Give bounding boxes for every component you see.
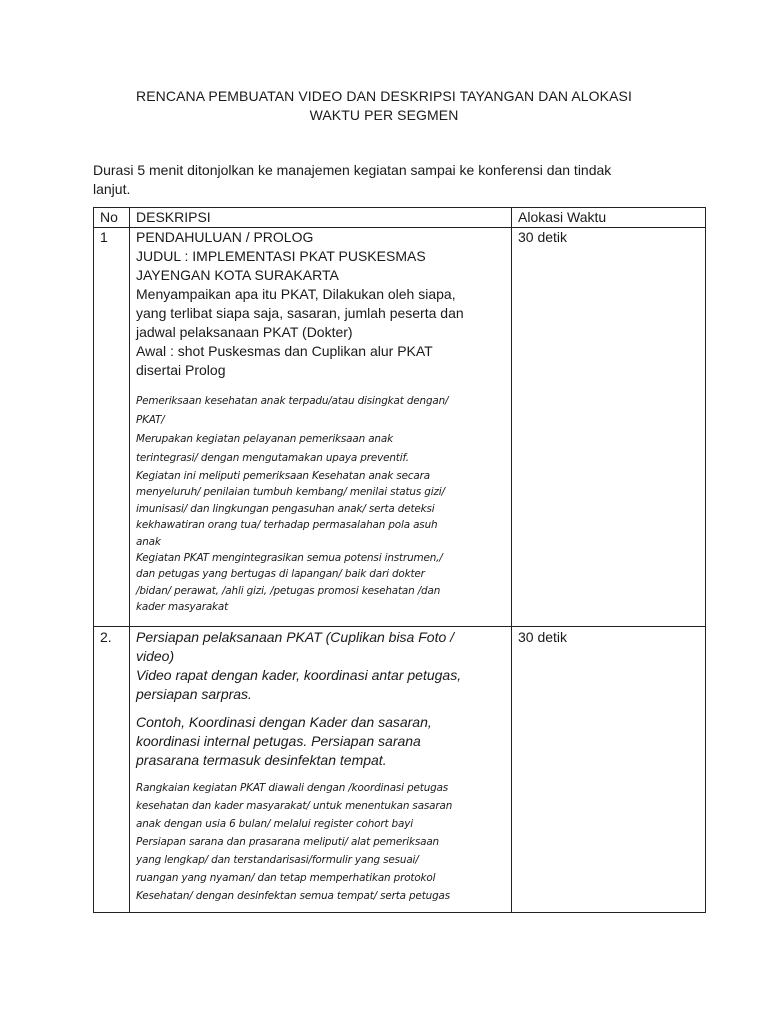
intro-paragraph [93, 161, 683, 199]
note-line: ruangan yang nyaman/ dan tetap memperhatikan protokol [136, 872, 436, 884]
title-line: RENCANA PEMBUATAN VIDEO DAN DESKRIPSI TAYANGAN DAN ALOKASI [136, 88, 632, 104]
note-line: menyeluruh/ penilaian tumbuh kembang/ menilai status gizi/ [136, 486, 445, 499]
intro-line: Durasi 5 menit ditonjolkan ke manajemen kegiatan sampai ke konferensi dan tindak [93, 162, 612, 178]
desc-line: koordinasi internal petugas. Persiapan sarana [136, 733, 421, 749]
segment-example-text [136, 713, 505, 770]
document-title [100, 87, 668, 125]
note-line: yang lengkap/ dan terstandarisasi/formulir yang sesuai/ [136, 854, 419, 866]
narration-note [136, 468, 505, 616]
note-line: Kegiatan ini meliputi pemeriksaan Kesehatan anak secara [136, 470, 430, 482]
desc-line: persiapan sarpras. [136, 686, 252, 702]
note-line: kader masyarakat [136, 601, 229, 614]
note-line: dan petugas yang bertugas di lapangan/ baik dari dokter [136, 568, 425, 581]
note-line: Kegiatan PKAT mengintegrasikan semua potensi instrumen,/ [136, 552, 443, 565]
note-line: Persiapan sarana dan prasarana meliputi/ alat pemeriksaan [136, 836, 439, 848]
desc-line: PENDAHULUAN / PROLOG [136, 229, 314, 245]
table-row [94, 627, 706, 913]
desc-line: Persiapan pelaksanaan PKAT (Cuplikan bisa Foto / [136, 629, 455, 645]
desc-line: Awal : shot Puskesmas dan Cuplikan alur PKAT [136, 343, 433, 359]
desc-line: prasarana termasuk desinfektan tempat. [136, 752, 387, 768]
desc-line: JAYENGAN KOTA SURAKARTA [136, 267, 339, 283]
row-time-allocation: 30 detik [512, 228, 706, 627]
header-time-allocation: Alokasi Waktu [512, 208, 706, 228]
note-line: /bidan/ perawat, /ahli gizi, /petugas promosi kesehatan /dan [136, 584, 441, 597]
note-line: kekhawatiran orang tua/ terhadap permasalahan pola asuh [136, 519, 438, 532]
header-no: No [94, 208, 130, 228]
segment-table [93, 207, 706, 913]
note-line: anak dengan usia 6 bulan/ melalui register cohort bayi [136, 818, 413, 830]
row-description [130, 228, 512, 627]
segment-main-text [136, 628, 505, 704]
note-line: Merupakan kegiatan pelayanan pemeriksaan anak [136, 433, 393, 445]
desc-line: video) [136, 648, 175, 664]
note-line: PKAT/ [136, 414, 165, 426]
desc-line: Video rapat dengan kader, koordinasi antar petugas, [136, 667, 462, 683]
desc-line: JUDUL : IMPLEMENTASI PKAT PUSKESMAS [136, 248, 426, 264]
note-line: Kesehatan/ dengan desinfektan semua tempat/ serta petugas [136, 890, 451, 902]
table-row [94, 228, 706, 627]
header-description: DESKRIPSI [130, 208, 512, 228]
title-line: WAKTU PER SEGMEN [309, 107, 459, 123]
desc-line: yang terlibat siapa saja, sasaran, jumlah peserta dan [136, 305, 464, 321]
table-header-row [94, 208, 706, 228]
narration-note [136, 779, 505, 905]
narration-note [136, 392, 505, 468]
row-time-allocation: 30 detik [512, 627, 706, 913]
desc-line: Contoh, Koordinasi dengan Kader dan sasaran, [136, 714, 432, 730]
desc-line: jadwal pelaksanaan PKAT (Dokter) [136, 324, 353, 340]
note-line: anak [136, 535, 161, 548]
desc-line: disertai Prolog [136, 362, 226, 378]
note-line: kesehatan dan kader masyarakat/ untuk menentukan sasaran [136, 800, 453, 812]
note-line: Pemeriksaan kesehatan anak terpadu/atau disingkat dengan/ [136, 395, 449, 407]
note-line: Rangkaian kegiatan PKAT diawali dengan /koordinasi petugas [136, 782, 449, 794]
row-description [130, 627, 512, 913]
row-number: 1 [94, 228, 130, 627]
desc-line: Menyampaikan apa itu PKAT, Dilakukan oleh siapa, [136, 286, 456, 302]
note-line: terintegrasi/ dengan mengutamakan upaya preventif. [136, 452, 409, 464]
intro-line: lanjut. [93, 181, 131, 197]
row-number: 2. [94, 627, 130, 913]
segment-main-text [136, 228, 505, 380]
note-line: imunisasi/ dan lingkungan pengasuhan anak/ serta deteksi [136, 502, 435, 515]
